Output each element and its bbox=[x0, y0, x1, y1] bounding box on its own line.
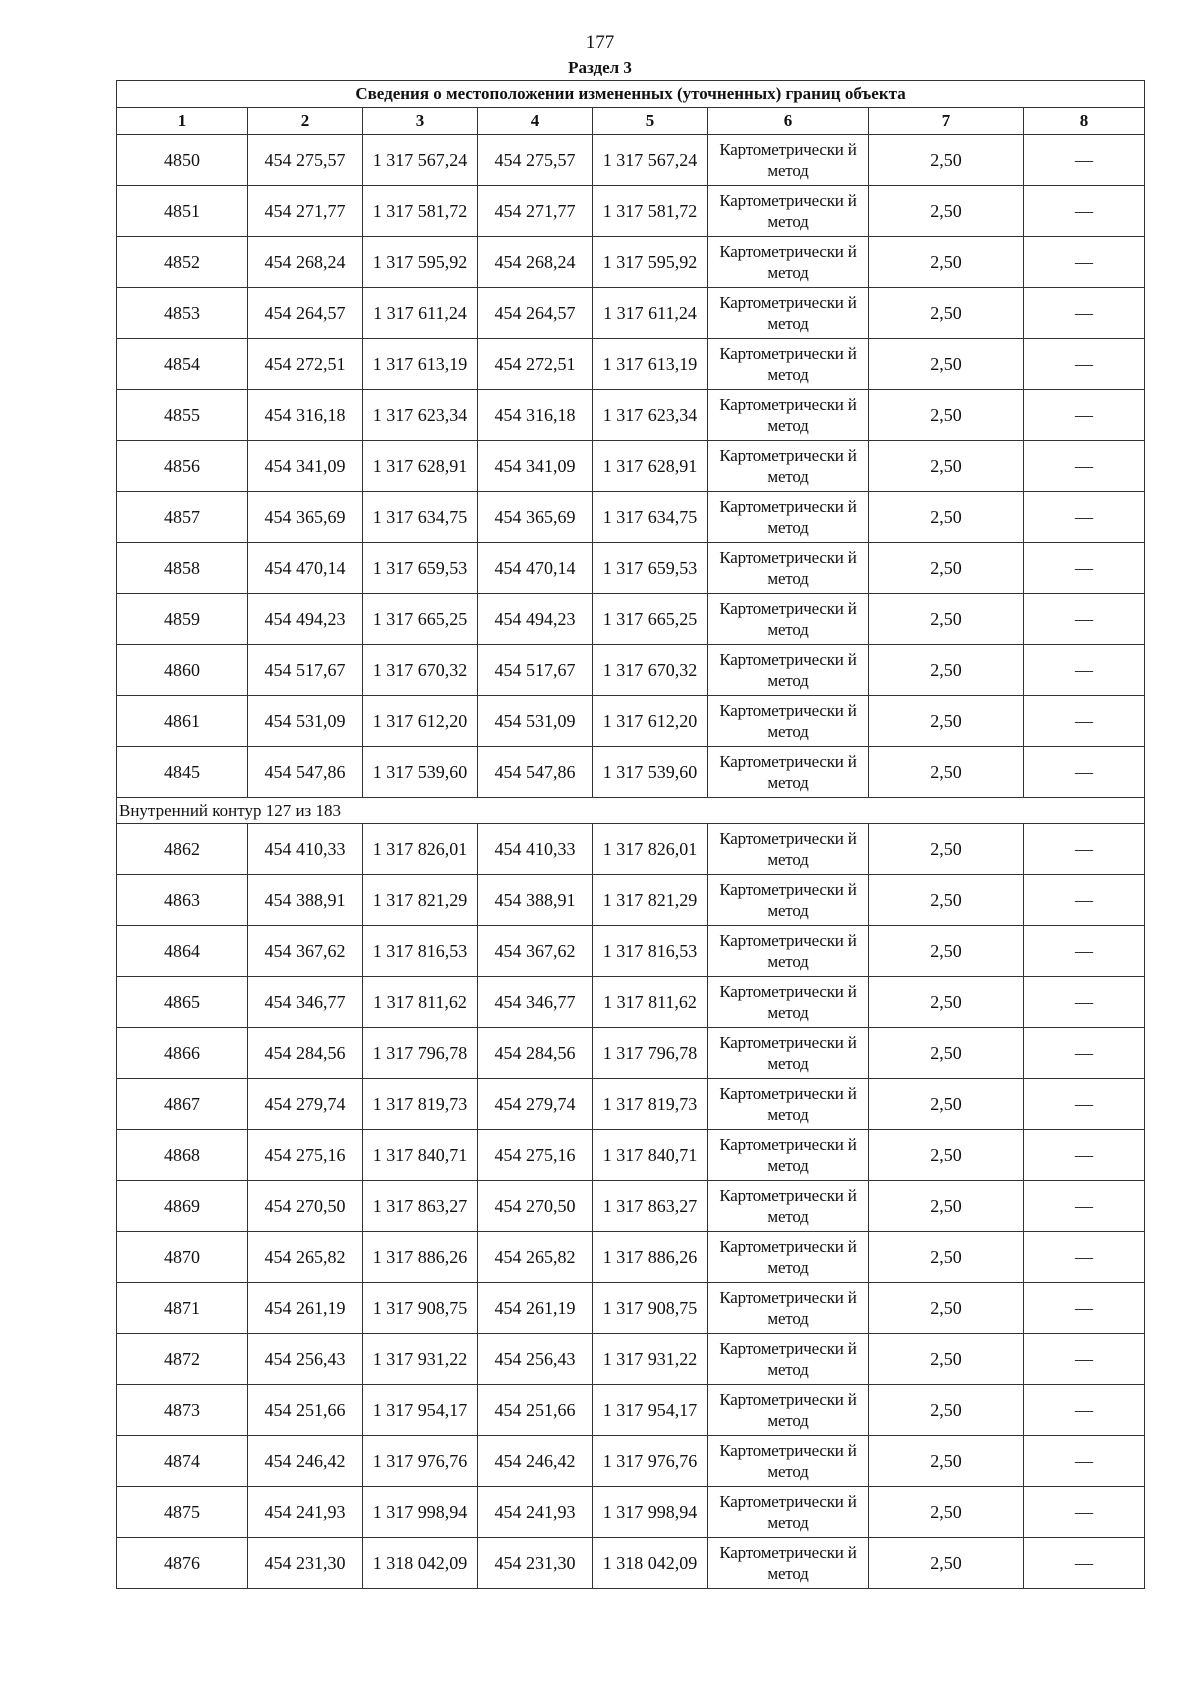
accuracy-cell: 2,50 bbox=[869, 875, 1024, 926]
table-row bbox=[117, 441, 1145, 492]
table-row bbox=[117, 696, 1145, 747]
point-number-cell: 4868 bbox=[117, 1130, 248, 1181]
y-existing-cell: 1 317 819,73 bbox=[363, 1079, 478, 1130]
column-header: 2 bbox=[248, 108, 363, 135]
y-new-cell: 1 317 623,34 bbox=[593, 390, 708, 441]
x-existing-cell: 454 241,93 bbox=[248, 1487, 363, 1538]
table-row bbox=[117, 594, 1145, 645]
accuracy-cell: 2,50 bbox=[869, 594, 1024, 645]
x-new-cell: 454 246,42 bbox=[478, 1436, 593, 1487]
y-existing-cell: 1 317 796,78 bbox=[363, 1028, 478, 1079]
y-new-cell: 1 317 998,94 bbox=[593, 1487, 708, 1538]
note-cell: — bbox=[1024, 696, 1145, 747]
x-existing-cell: 454 284,56 bbox=[248, 1028, 363, 1079]
x-new-cell: 454 365,69 bbox=[478, 492, 593, 543]
note-cell: — bbox=[1024, 288, 1145, 339]
note-cell: — bbox=[1024, 1436, 1145, 1487]
x-new-cell: 454 264,57 bbox=[478, 288, 593, 339]
accuracy-cell: 2,50 bbox=[869, 135, 1024, 186]
x-new-cell: 454 494,23 bbox=[478, 594, 593, 645]
accuracy-cell: 2,50 bbox=[869, 645, 1024, 696]
y-new-cell: 1 318 042,09 bbox=[593, 1538, 708, 1589]
accuracy-cell: 2,50 bbox=[869, 441, 1024, 492]
method-cell: Картометрически й метод bbox=[708, 186, 869, 237]
method-cell: Картометрически й метод bbox=[708, 339, 869, 390]
x-new-cell: 454 275,16 bbox=[478, 1130, 593, 1181]
x-existing-cell: 454 531,09 bbox=[248, 696, 363, 747]
point-number-cell: 4866 bbox=[117, 1028, 248, 1079]
boundary-table bbox=[116, 80, 1145, 1589]
y-existing-cell: 1 317 623,34 bbox=[363, 390, 478, 441]
note-cell: — bbox=[1024, 492, 1145, 543]
table-row bbox=[117, 1232, 1145, 1283]
column-header: 5 bbox=[593, 108, 708, 135]
accuracy-cell: 2,50 bbox=[869, 747, 1024, 798]
point-number-cell: 4873 bbox=[117, 1385, 248, 1436]
point-number-cell: 4851 bbox=[117, 186, 248, 237]
x-new-cell: 454 256,43 bbox=[478, 1334, 593, 1385]
point-number-cell: 4856 bbox=[117, 441, 248, 492]
point-number-cell: 4858 bbox=[117, 543, 248, 594]
y-new-cell: 1 317 612,20 bbox=[593, 696, 708, 747]
accuracy-cell: 2,50 bbox=[869, 1232, 1024, 1283]
point-number-cell: 4867 bbox=[117, 1079, 248, 1130]
y-existing-cell: 1 317 612,20 bbox=[363, 696, 478, 747]
point-number-cell: 4865 bbox=[117, 977, 248, 1028]
y-new-cell: 1 317 816,53 bbox=[593, 926, 708, 977]
note-cell: — bbox=[1024, 1385, 1145, 1436]
page-number: 177 bbox=[585, 32, 615, 53]
note-cell: — bbox=[1024, 1487, 1145, 1538]
method-cell: Картометрически й метод bbox=[708, 135, 869, 186]
x-existing-cell: 454 275,16 bbox=[248, 1130, 363, 1181]
x-existing-cell: 454 410,33 bbox=[248, 824, 363, 875]
method-cell: Картометрически й метод bbox=[708, 1079, 869, 1130]
note-cell: — bbox=[1024, 1181, 1145, 1232]
table-row bbox=[117, 1028, 1145, 1079]
x-new-cell: 454 279,74 bbox=[478, 1079, 593, 1130]
method-cell: Картометрически й метод bbox=[708, 1487, 869, 1538]
y-existing-cell: 1 317 811,62 bbox=[363, 977, 478, 1028]
accuracy-cell: 2,50 bbox=[869, 543, 1024, 594]
table-row bbox=[117, 926, 1145, 977]
point-number-cell: 4872 bbox=[117, 1334, 248, 1385]
method-cell: Картометрически й метод bbox=[708, 594, 869, 645]
y-existing-cell: 1 317 998,94 bbox=[363, 1487, 478, 1538]
table-row bbox=[117, 1334, 1145, 1385]
note-cell: — bbox=[1024, 1079, 1145, 1130]
y-new-cell: 1 317 886,26 bbox=[593, 1232, 708, 1283]
x-new-cell: 454 265,82 bbox=[478, 1232, 593, 1283]
table-row bbox=[117, 1283, 1145, 1334]
method-cell: Картометрически й метод bbox=[708, 543, 869, 594]
method-cell: Картометрически й метод bbox=[708, 1181, 869, 1232]
accuracy-cell: 2,50 bbox=[869, 824, 1024, 875]
method-cell: Картометрически й метод bbox=[708, 1436, 869, 1487]
table-row bbox=[117, 875, 1145, 926]
accuracy-cell: 2,50 bbox=[869, 1079, 1024, 1130]
x-new-cell: 454 231,30 bbox=[478, 1538, 593, 1589]
y-existing-cell: 1 317 840,71 bbox=[363, 1130, 478, 1181]
table-row bbox=[117, 977, 1145, 1028]
y-existing-cell: 1 317 539,60 bbox=[363, 747, 478, 798]
method-cell: Картометрически й метод bbox=[708, 1334, 869, 1385]
y-existing-cell: 1 317 613,19 bbox=[363, 339, 478, 390]
accuracy-cell: 2,50 bbox=[869, 237, 1024, 288]
x-existing-cell: 454 346,77 bbox=[248, 977, 363, 1028]
method-cell: Картометрически й метод bbox=[708, 645, 869, 696]
accuracy-cell: 2,50 bbox=[869, 696, 1024, 747]
x-existing-cell: 454 246,42 bbox=[248, 1436, 363, 1487]
note-cell: — bbox=[1024, 926, 1145, 977]
method-cell: Картометрически й метод bbox=[708, 1385, 869, 1436]
x-new-cell: 454 316,18 bbox=[478, 390, 593, 441]
table-row bbox=[117, 492, 1145, 543]
x-existing-cell: 454 365,69 bbox=[248, 492, 363, 543]
x-new-cell: 454 547,86 bbox=[478, 747, 593, 798]
table-row bbox=[117, 390, 1145, 441]
note-cell: — bbox=[1024, 1283, 1145, 1334]
note-cell: — bbox=[1024, 339, 1145, 390]
y-new-cell: 1 317 628,91 bbox=[593, 441, 708, 492]
x-existing-cell: 454 316,18 bbox=[248, 390, 363, 441]
accuracy-cell: 2,50 bbox=[869, 390, 1024, 441]
method-cell: Картометрически й метод bbox=[708, 875, 869, 926]
y-new-cell: 1 317 670,32 bbox=[593, 645, 708, 696]
point-number-cell: 4862 bbox=[117, 824, 248, 875]
x-new-cell: 454 517,67 bbox=[478, 645, 593, 696]
x-new-cell: 454 531,09 bbox=[478, 696, 593, 747]
x-new-cell: 454 410,33 bbox=[478, 824, 593, 875]
note-cell: — bbox=[1024, 824, 1145, 875]
accuracy-cell: 2,50 bbox=[869, 1538, 1024, 1589]
table-row bbox=[117, 288, 1145, 339]
note-cell: — bbox=[1024, 645, 1145, 696]
x-existing-cell: 454 270,50 bbox=[248, 1181, 363, 1232]
note-cell: — bbox=[1024, 390, 1145, 441]
note-cell: — bbox=[1024, 186, 1145, 237]
note-cell: — bbox=[1024, 1232, 1145, 1283]
point-number-cell: 4859 bbox=[117, 594, 248, 645]
y-new-cell: 1 317 634,75 bbox=[593, 492, 708, 543]
point-number-cell: 4875 bbox=[117, 1487, 248, 1538]
x-existing-cell: 454 261,19 bbox=[248, 1283, 363, 1334]
y-new-cell: 1 317 840,71 bbox=[593, 1130, 708, 1181]
x-new-cell: 454 251,66 bbox=[478, 1385, 593, 1436]
table-row bbox=[117, 135, 1145, 186]
x-existing-cell: 454 388,91 bbox=[248, 875, 363, 926]
x-new-cell: 454 268,24 bbox=[478, 237, 593, 288]
y-new-cell: 1 317 821,29 bbox=[593, 875, 708, 926]
accuracy-cell: 2,50 bbox=[869, 1283, 1024, 1334]
column-header: 1 bbox=[117, 108, 248, 135]
x-new-cell: 454 271,77 bbox=[478, 186, 593, 237]
accuracy-cell: 2,50 bbox=[869, 977, 1024, 1028]
y-existing-cell: 1 317 634,75 bbox=[363, 492, 478, 543]
accuracy-cell: 2,50 bbox=[869, 1334, 1024, 1385]
x-new-cell: 454 367,62 bbox=[478, 926, 593, 977]
column-header: 7 bbox=[869, 108, 1024, 135]
y-new-cell: 1 317 931,22 bbox=[593, 1334, 708, 1385]
y-existing-cell: 1 317 567,24 bbox=[363, 135, 478, 186]
y-existing-cell: 1 317 954,17 bbox=[363, 1385, 478, 1436]
accuracy-cell: 2,50 bbox=[869, 1385, 1024, 1436]
y-new-cell: 1 317 539,60 bbox=[593, 747, 708, 798]
x-new-cell: 454 261,19 bbox=[478, 1283, 593, 1334]
method-cell: Картометрически й метод bbox=[708, 926, 869, 977]
x-existing-cell: 454 367,62 bbox=[248, 926, 363, 977]
table-row bbox=[117, 1538, 1145, 1589]
table-row bbox=[117, 1487, 1145, 1538]
x-new-cell: 454 341,09 bbox=[478, 441, 593, 492]
table-row bbox=[117, 543, 1145, 594]
method-cell: Картометрически й метод bbox=[708, 1538, 869, 1589]
point-number-cell: 4876 bbox=[117, 1538, 248, 1589]
accuracy-cell: 2,50 bbox=[869, 492, 1024, 543]
point-number-cell: 4852 bbox=[117, 237, 248, 288]
note-cell: — bbox=[1024, 1130, 1145, 1181]
method-cell: Картометрически й метод bbox=[708, 390, 869, 441]
x-new-cell: 454 346,77 bbox=[478, 977, 593, 1028]
method-cell: Картометрически й метод bbox=[708, 1232, 869, 1283]
y-new-cell: 1 317 954,17 bbox=[593, 1385, 708, 1436]
note-cell: — bbox=[1024, 135, 1145, 186]
y-existing-cell: 1 317 886,26 bbox=[363, 1232, 478, 1283]
x-existing-cell: 454 251,66 bbox=[248, 1385, 363, 1436]
y-existing-cell: 1 317 821,29 bbox=[363, 875, 478, 926]
accuracy-cell: 2,50 bbox=[869, 288, 1024, 339]
y-existing-cell: 1 317 976,76 bbox=[363, 1436, 478, 1487]
y-new-cell: 1 317 976,76 bbox=[593, 1436, 708, 1487]
y-existing-cell: 1 317 670,32 bbox=[363, 645, 478, 696]
y-existing-cell: 1 317 931,22 bbox=[363, 1334, 478, 1385]
table-row bbox=[117, 645, 1145, 696]
y-new-cell: 1 317 665,25 bbox=[593, 594, 708, 645]
note-cell: — bbox=[1024, 1334, 1145, 1385]
y-existing-cell: 1 317 863,27 bbox=[363, 1181, 478, 1232]
point-number-cell: 4857 bbox=[117, 492, 248, 543]
accuracy-cell: 2,50 bbox=[869, 1181, 1024, 1232]
point-number-cell: 4861 bbox=[117, 696, 248, 747]
point-number-cell: 4860 bbox=[117, 645, 248, 696]
table-row bbox=[117, 237, 1145, 288]
x-new-cell: 454 241,93 bbox=[478, 1487, 593, 1538]
point-number-cell: 4854 bbox=[117, 339, 248, 390]
note-cell: — bbox=[1024, 237, 1145, 288]
contour-subheader-row bbox=[117, 798, 1145, 824]
point-number-cell: 4863 bbox=[117, 875, 248, 926]
y-existing-cell: 1 317 826,01 bbox=[363, 824, 478, 875]
x-new-cell: 454 272,51 bbox=[478, 339, 593, 390]
y-new-cell: 1 317 819,73 bbox=[593, 1079, 708, 1130]
note-cell: — bbox=[1024, 543, 1145, 594]
point-number-cell: 4874 bbox=[117, 1436, 248, 1487]
accuracy-cell: 2,50 bbox=[869, 1130, 1024, 1181]
y-new-cell: 1 317 595,92 bbox=[593, 237, 708, 288]
table-row bbox=[117, 1181, 1145, 1232]
accuracy-cell: 2,50 bbox=[869, 186, 1024, 237]
table-row bbox=[117, 1130, 1145, 1181]
y-new-cell: 1 317 796,78 bbox=[593, 1028, 708, 1079]
x-existing-cell: 454 470,14 bbox=[248, 543, 363, 594]
table-row bbox=[117, 186, 1145, 237]
note-cell: — bbox=[1024, 747, 1145, 798]
point-number-cell: 4870 bbox=[117, 1232, 248, 1283]
y-new-cell: 1 317 908,75 bbox=[593, 1283, 708, 1334]
column-header: 6 bbox=[708, 108, 869, 135]
x-existing-cell: 454 494,23 bbox=[248, 594, 363, 645]
point-number-cell: 4845 bbox=[117, 747, 248, 798]
method-cell: Картометрически й метод bbox=[708, 1028, 869, 1079]
x-new-cell: 454 470,14 bbox=[478, 543, 593, 594]
x-existing-cell: 454 231,30 bbox=[248, 1538, 363, 1589]
accuracy-cell: 2,50 bbox=[869, 1436, 1024, 1487]
point-number-cell: 4850 bbox=[117, 135, 248, 186]
x-existing-cell: 454 279,74 bbox=[248, 1079, 363, 1130]
method-cell: Картометрически й метод bbox=[708, 977, 869, 1028]
x-existing-cell: 454 268,24 bbox=[248, 237, 363, 288]
y-new-cell: 1 317 581,72 bbox=[593, 186, 708, 237]
y-existing-cell: 1 317 659,53 bbox=[363, 543, 478, 594]
method-cell: Картометрически й метод bbox=[708, 288, 869, 339]
x-existing-cell: 454 517,67 bbox=[248, 645, 363, 696]
column-header: 3 bbox=[363, 108, 478, 135]
accuracy-cell: 2,50 bbox=[869, 339, 1024, 390]
x-existing-cell: 454 341,09 bbox=[248, 441, 363, 492]
method-cell: Картометрически й метод bbox=[708, 747, 869, 798]
x-existing-cell: 454 271,77 bbox=[248, 186, 363, 237]
x-new-cell: 454 388,91 bbox=[478, 875, 593, 926]
method-cell: Картометрически й метод bbox=[708, 696, 869, 747]
x-new-cell: 454 275,57 bbox=[478, 135, 593, 186]
y-existing-cell: 1 317 611,24 bbox=[363, 288, 478, 339]
note-cell: — bbox=[1024, 1028, 1145, 1079]
point-number-cell: 4864 bbox=[117, 926, 248, 977]
y-new-cell: 1 317 613,19 bbox=[593, 339, 708, 390]
accuracy-cell: 2,50 bbox=[869, 926, 1024, 977]
y-existing-cell: 1 317 628,91 bbox=[363, 441, 478, 492]
table-row bbox=[117, 824, 1145, 875]
column-header: 8 bbox=[1024, 108, 1145, 135]
y-new-cell: 1 317 826,01 bbox=[593, 824, 708, 875]
y-new-cell: 1 317 567,24 bbox=[593, 135, 708, 186]
method-cell: Картометрически й метод bbox=[708, 1130, 869, 1181]
table-body bbox=[117, 135, 1145, 1589]
note-cell: — bbox=[1024, 977, 1145, 1028]
x-new-cell: 454 270,50 bbox=[478, 1181, 593, 1232]
accuracy-cell: 2,50 bbox=[869, 1028, 1024, 1079]
x-existing-cell: 454 275,57 bbox=[248, 135, 363, 186]
section-title: Раздел 3 bbox=[568, 58, 632, 77]
point-number-cell: 4855 bbox=[117, 390, 248, 441]
x-existing-cell: 454 265,82 bbox=[248, 1232, 363, 1283]
contour-subheader: Внутренний контур 127 из 183 bbox=[117, 798, 1145, 824]
method-cell: Картометрически й метод bbox=[708, 492, 869, 543]
y-existing-cell: 1 317 581,72 bbox=[363, 186, 478, 237]
method-cell: Картометрически й метод bbox=[708, 441, 869, 492]
note-cell: — bbox=[1024, 441, 1145, 492]
point-number-cell: 4871 bbox=[117, 1283, 248, 1334]
table-row bbox=[117, 339, 1145, 390]
method-cell: Картометрически й метод bbox=[708, 237, 869, 288]
accuracy-cell: 2,50 bbox=[869, 1487, 1024, 1538]
y-existing-cell: 1 317 665,25 bbox=[363, 594, 478, 645]
point-number-cell: 4869 bbox=[117, 1181, 248, 1232]
table-row bbox=[117, 1385, 1145, 1436]
x-existing-cell: 454 256,43 bbox=[248, 1334, 363, 1385]
x-existing-cell: 454 264,57 bbox=[248, 288, 363, 339]
note-cell: — bbox=[1024, 1538, 1145, 1589]
y-existing-cell: 1 317 816,53 bbox=[363, 926, 478, 977]
column-header-row bbox=[117, 108, 1145, 135]
table-row bbox=[117, 1436, 1145, 1487]
note-cell: — bbox=[1024, 594, 1145, 645]
x-existing-cell: 454 547,86 bbox=[248, 747, 363, 798]
table-row bbox=[117, 747, 1145, 798]
y-existing-cell: 1 318 042,09 bbox=[363, 1538, 478, 1589]
method-cell: Картометрически й метод bbox=[708, 1283, 869, 1334]
x-existing-cell: 454 272,51 bbox=[248, 339, 363, 390]
table-row bbox=[117, 1079, 1145, 1130]
x-new-cell: 454 284,56 bbox=[478, 1028, 593, 1079]
y-new-cell: 1 317 659,53 bbox=[593, 543, 708, 594]
column-header: 4 bbox=[478, 108, 593, 135]
y-new-cell: 1 317 611,24 bbox=[593, 288, 708, 339]
note-cell: — bbox=[1024, 875, 1145, 926]
y-existing-cell: 1 317 908,75 bbox=[363, 1283, 478, 1334]
table-caption: Сведения о местоположении измененных (уточненных) границ объекта bbox=[117, 81, 1145, 108]
method-cell: Картометрически й метод bbox=[708, 824, 869, 875]
y-new-cell: 1 317 811,62 bbox=[593, 977, 708, 1028]
y-existing-cell: 1 317 595,92 bbox=[363, 237, 478, 288]
point-number-cell: 4853 bbox=[117, 288, 248, 339]
y-new-cell: 1 317 863,27 bbox=[593, 1181, 708, 1232]
